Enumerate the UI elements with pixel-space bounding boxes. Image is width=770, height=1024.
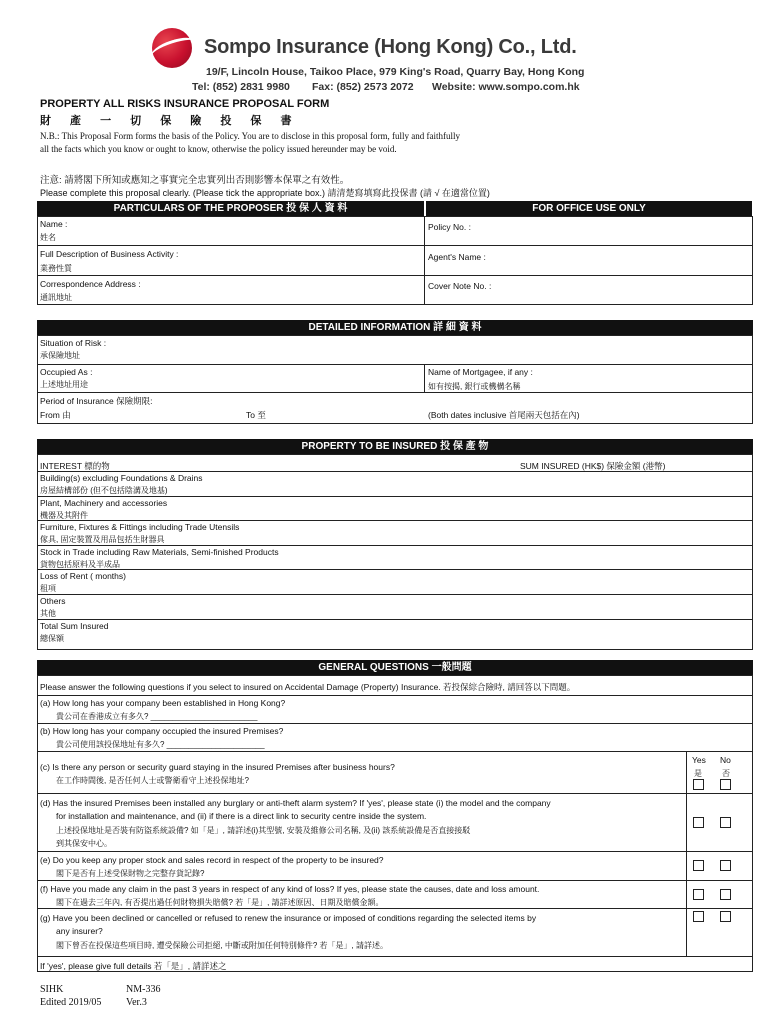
form-title-cn: 財 產 一 切 保 險 投 保 書 [40, 115, 300, 127]
property-item-label-cn: 傢具, 固定裝置及用品包括生財器具 [40, 535, 165, 545]
general-row-line [37, 751, 753, 752]
policy-no-label: Policy No. : [428, 222, 471, 232]
both-dates-label: (Both dates inclusive 首尾兩天包括在內) [428, 410, 580, 420]
general-row-line [37, 793, 753, 794]
proposer-row-line [37, 275, 753, 276]
company-name: Sompo Insurance (Hong Kong) Co., Ltd. [204, 36, 577, 58]
question-c-cn: 在工作時間後, 是否任何人士或警衛看守上述投保地址? [56, 776, 249, 785]
question-d-no-checkbox[interactable] [720, 817, 731, 828]
property-item-label: Plant, Machinery and accessories [40, 497, 168, 508]
no-label-cn: 否 [722, 769, 730, 778]
name-label: Name : [40, 219, 68, 229]
general-header: GENERAL QUESTIONS 一般問題 [37, 660, 753, 675]
period-label: Period of Insurance 保險期限: [40, 396, 153, 406]
situation-label-cn: 承保險地址 [40, 351, 80, 360]
please-complete: Please complete this proposal clearly. (Please tick the appropriate box.) 請清楚寫填寫此投保書 (請 √ 在適當位置) [40, 188, 490, 198]
cover-note-label: Cover Note No. : [428, 281, 492, 291]
property-item-label-cn: 貨物包括原料及半成品 [40, 559, 120, 569]
detailed-row-line [37, 364, 753, 365]
mortgagee-label-cn: 如有按揭, 銀行或機構名稱 [428, 382, 521, 391]
question-c: (c) Is there any person or security guard staying in the insured Premises after business hours? [40, 762, 395, 772]
occupied-label: Occupied As : [40, 367, 93, 377]
situation-label: Situation of Risk : [40, 338, 107, 348]
mortgagee-label: Name of Mortgagee, if any : [428, 367, 533, 377]
footer-form-code: NM-336 [126, 984, 161, 995]
property-item-label-cn: 房屋結構部份 (但不包括陰溝及地基) [40, 486, 168, 495]
sum-insured-header: SUM INSURED (HK$) 保險金額 (港幣) [520, 461, 666, 471]
general-intro: Please answer the following questions if you select to insured on Accidental Damage (Property) Insurance. 若投保綜合險時, 請回答以下問題。 [40, 682, 576, 692]
to-label: To 至 [246, 410, 266, 420]
address-label: Correspondence Address : [40, 279, 141, 289]
property-row-line [37, 619, 753, 620]
question-f: (f) Have you made any claim in the past 3 years in respect of any kind of loss? If yes, please state the causes, date and loss amount. [40, 884, 540, 894]
question-c-no-checkbox[interactable] [720, 779, 731, 790]
form-title: PROPERTY ALL RISKS INSURANCE PROPOSAL FORM [40, 98, 330, 110]
company-address: 19/F, Lincoln House, Taikoo Place, 979 King's Road, Quarry Bay, Hong Kong [206, 66, 585, 78]
yes-label: Yes [692, 755, 706, 765]
property-header: PROPERTY TO BE INSURED 投 保 產 物 [37, 439, 753, 454]
question-b-cn: 貴公司使用該投保地址有多久? ______________________ [56, 740, 265, 749]
address-label-cn: 通訊地址 [40, 293, 72, 302]
property-item-label: Others [40, 596, 66, 606]
question-g-line2: any insurer? [56, 926, 103, 936]
proposer-header: PARTICULARS OF THE PROPOSER 投 保 人 資 料 [37, 201, 424, 216]
company-website: Website: www.sompo.com.hk [432, 81, 580, 93]
question-d: (d) Has the insured Premises been installed any burglary or anti-theft alarm system? If 'yes', please state (i) the model and the company [40, 798, 551, 808]
property-item-label-cn: 其他 [40, 609, 56, 618]
proposer-row-line [37, 245, 753, 246]
detailed-box [37, 335, 753, 424]
proposer-box [37, 216, 753, 305]
question-a-cn: 貴公司在香港成立有多久? ________________________ [56, 712, 258, 721]
question-g: (g) Have you been declined or cancelled or refused to renew the insurance or imposed of conditions regarding the selected items by [40, 913, 537, 923]
question-d-cn: 上述投保地址是否裝有防盜系統設備? 如「是」, 請詳述(i)其型號, 安裝及維修公司名稱, 及(ii) 該系統設備是否直接接駁 [56, 826, 471, 835]
footer-code: SIHK [40, 984, 64, 995]
yes-label-cn: 是 [694, 769, 702, 778]
note-cn: 注意: 請將閣下所知或應知之事實完全忠實列出否則影響本保單之有效性。 [40, 175, 350, 186]
company-fax: Fax: (852) 2573 2072 [312, 81, 414, 93]
business-label: Full Description of Business Activity : [40, 249, 179, 259]
general-row-line [37, 880, 753, 881]
nb-note: N.B.: This Proposal Form forms the basis of the Policy. You are to disclose in this proposal form, fully and faithfully all the facts which you know or ought to know, otherwise the policy issued hereunder may be void. [40, 131, 460, 154]
occupied-label-cn: 上述地址用途 [40, 380, 88, 389]
question-e-no-checkbox[interactable] [720, 860, 731, 871]
general-row-line [37, 908, 753, 909]
name-label-cn: 姓名 [40, 233, 56, 242]
property-item-label: Furniture, Fixtures & Fittings including Trade Utensils [40, 522, 240, 533]
property-item-label: Stock in Trade including Raw Materials, Semi-finished Products [40, 546, 279, 557]
question-e-yes-checkbox[interactable] [693, 860, 704, 871]
property-item-label-cn: 機器及其附件 [40, 510, 88, 520]
company-tel: Tel: (852) 2831 9980 [192, 81, 290, 93]
property-item-label: Building(s) excluding Foundations & Drains [40, 473, 203, 483]
property-row-line [37, 471, 753, 472]
general-row-line [37, 695, 753, 696]
footer-version: Ver.3 [126, 997, 147, 1008]
question-g-cn: 閣下曾否在投保這些項目時, 遭受保險公司拒絕, 中斷或附加任何特別條件? 若「是」, 請詳述。 [56, 941, 389, 950]
agent-name-label: Agent's Name : [428, 252, 486, 262]
from-label: From 由 [40, 410, 71, 420]
question-f-cn: 閣下在過去三年內, 有否提出過任何財物損失賠償? 若「是」, 請詳述原因、日期及賠償金額。 [56, 898, 384, 907]
general-row-line [37, 723, 753, 724]
question-b: (b) How long has your company occupied the insured Premises? [40, 726, 284, 736]
general-row-line [37, 851, 753, 852]
property-row-line [37, 545, 753, 546]
property-row-line [37, 520, 753, 521]
office-use-header: FOR OFFICE USE ONLY [426, 201, 752, 216]
question-d-cn-line2: 到其保安中心。 [56, 839, 112, 848]
property-item-label: Total Sum Insured [40, 620, 109, 631]
detailed-divider [424, 364, 425, 392]
property-item-label-cn: 租項 [40, 584, 56, 594]
interest-header: INTEREST 標的物 [40, 461, 110, 471]
yes-no-divider [686, 751, 687, 956]
business-label-cn: 業務性質 [40, 264, 72, 273]
question-d-line2: for installation and maintenance, and (ii) if there is a direct link to security centre inside the system. [56, 811, 427, 821]
question-a: (a) How long has your company been established in Hong Kong? [40, 698, 286, 708]
proposer-divider [424, 216, 425, 305]
question-e-cn: 閣下是否有上述受保財物之完整存貨記錄? [56, 869, 205, 878]
no-label: No [720, 755, 731, 765]
general-row-line [37, 956, 753, 957]
question-c-yes-checkbox[interactable] [693, 779, 704, 790]
question-d-yes-checkbox[interactable] [693, 817, 704, 828]
detailed-row-line [37, 392, 753, 393]
property-row-line [37, 569, 753, 570]
question-f-no-checkbox[interactable] [720, 889, 731, 900]
footer-edited: Edited 2019/05 [40, 997, 102, 1008]
property-row-line [37, 594, 753, 595]
property-item-label-cn: 總保額 [40, 633, 64, 643]
question-e: (e) Do you keep any proper stock and sales record in respect of the property to be insured? [40, 855, 384, 865]
property-item-label: Loss of Rent ( months) [40, 571, 126, 582]
detailed-header: DETAILED INFORMATION 詳 細 資 料 [37, 320, 753, 335]
question-g-no-checkbox[interactable] [720, 911, 731, 922]
full-details-label: If 'yes', please give full details 若「是」, 請詳述之 [40, 961, 227, 971]
property-row-line [37, 496, 753, 497]
question-f-yes-checkbox[interactable] [693, 889, 704, 900]
question-g-yes-checkbox[interactable] [693, 911, 704, 922]
